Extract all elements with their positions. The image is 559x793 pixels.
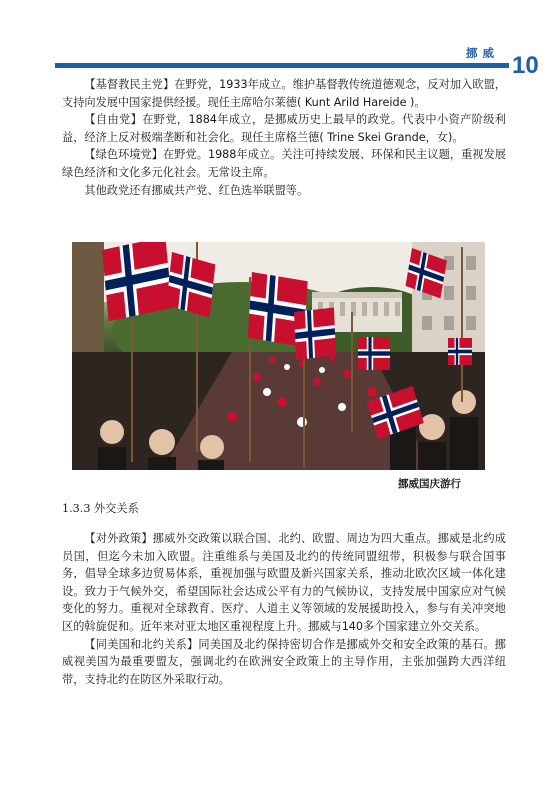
- national-day-parade-photo: [72, 242, 485, 470]
- paragraph-us-nato-relations: 【同美国和北约关系】同美国及北约保持密切合作是挪威外交和安全政策的基石。挪威视美国为最重要盟友，强调北约在欧洲安全政策上的主导作用，主张加强跨大西洋纽带，支持北约在防区外采取行动。: [62, 637, 506, 686]
- header-country-name: 挪威: [466, 46, 499, 60]
- parade-illustration: [72, 242, 485, 470]
- paragraph-green-party: 【绿色环境党】在野党。1988年成立。关注可持续发展、环保和民主议题，重视发展绿色经济和文化多元化社会。无常设主席。: [62, 148, 506, 179]
- section-heading: 1.3.3 外交关系: [62, 502, 139, 515]
- foreign-relations-text: [62, 530, 506, 688]
- party-descriptions: [62, 76, 506, 199]
- paragraph-liberal-party: 【自由党】在野党，1884年成立，是挪威历史上最早的政党。代表中小资产阶级利益，经济上反对极端垄断和社会化。现任主席格兰德( Trine Skei Grande，女)。: [62, 113, 506, 144]
- paragraph-other-parties: 其他政党还有挪威共产党、红色选举联盟等。: [84, 183, 309, 197]
- paragraph-christian-democratic-party: 【基督教民主党】在野党，1933年成立。维护基督教传统道德观念，反对加入欧盟，支持向发展中国家提供经援。现任主席哈尔莱德( Kunt Arild Hareide )。: [62, 78, 506, 109]
- header-rule: [55, 63, 509, 68]
- page-number: 10: [512, 52, 539, 79]
- photo-caption: 挪威国庆游行: [398, 478, 461, 490]
- paragraph-foreign-policy: 【对外政策】挪威外交政策以联合国、北约、欧盟、周边为四大重点。挪威是北约成员国，但迄今未加入欧盟。注重维系与美国及北约的传统同盟纽带，积极参与联合国事务，倡导全球多边贸易体系，重视加强与欧盟及新兴国家关系，推动北欧次区域一体化建设。致力于气候外交，希望国际社会达成公平有力的气候协议，支持发展中国家应对气候变化的努力。重视对全球教育、医疗、人道主义等领域的发展援助投入，参与有关冲突地区的斡旋促和。近年来对亚太地区重视程度上升。挪威与140多个国家建立外交关系。: [62, 532, 506, 633]
